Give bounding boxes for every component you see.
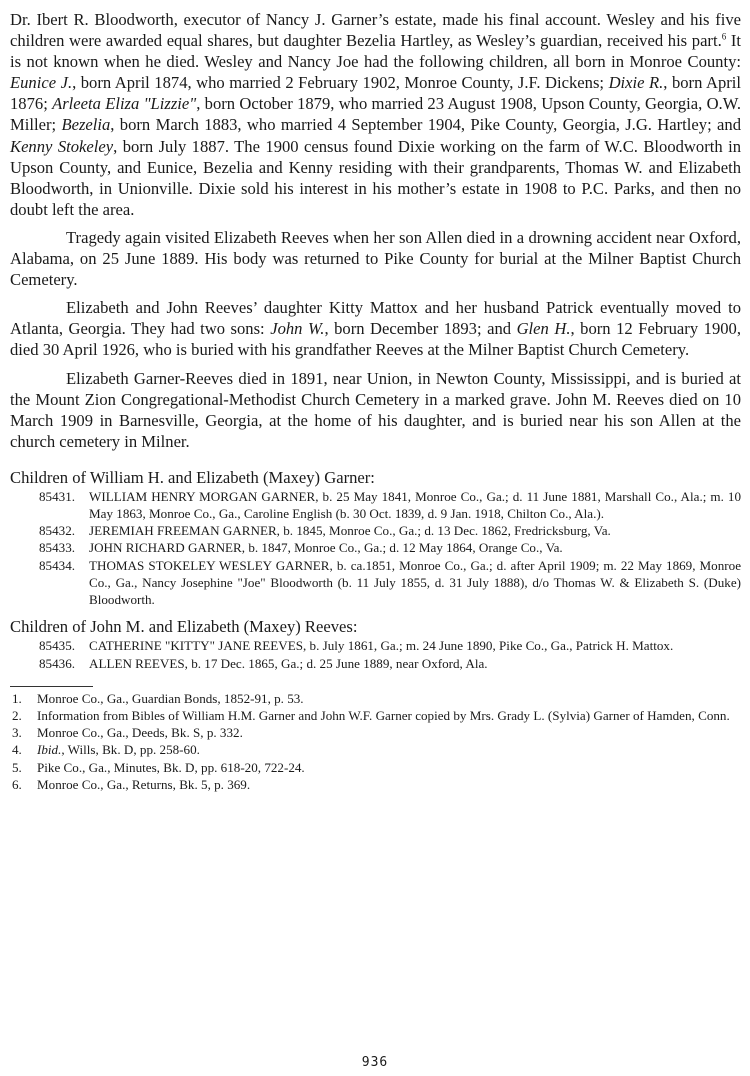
entry-text: ALLEN REEVES, b. 17 Dec. 1865, Ga.; d. 25 June 1889, near Oxford, Ala. [89,655,488,671]
text-run: , born April 1876; [10,73,741,114]
entry-number: 85433. [39,540,76,556]
footnote-ref[interactable]: 6 [721,31,727,42]
text-run: Dr. Ibert R. Bloodworth, executor of Nancy J. Garner’s estate, made his final account. Wesley and his five children were awarded equal shares, but daughter Bezelia Hartley, as Wesley’s guardian, received his part. [10,10,741,51]
footnote-number: 4. [12,742,22,758]
footnote-number: 2. [12,707,22,723]
footnote-number: 3. [12,725,22,741]
child-name: Kenny Stokeley [10,136,114,156]
entry-number: 85431. [39,488,76,504]
text-run: , born December 1893; and [324,319,517,339]
footnote-italic: Ibid. [37,742,62,758]
text-run: Elizabeth and John Reeves’ daughter Kitty Mattox and her husband Patrick eventually moved to Atlanta, Georgia. They had two sons: [10,298,741,339]
genealogy-entry [10,637,741,654]
child-name: Arleeta Eliza "Lizzie" [52,94,197,114]
genealogy-entry [10,488,741,522]
footnotes [10,686,741,793]
entry-text: JOHN RICHARD GARNER, b. 1847, Monroe Co., Ga.; d. 12 May 1864, Orange Co., Va. [89,540,563,556]
text-run: , born April 1874, who married 2 February 1902, Monroe County, J.F. Dickens; [72,73,609,93]
entry-number: 85436. [39,655,76,671]
entry-number: 85435. [39,638,76,654]
text-run: , born October 1879, who married 23 August 1908, Upson County, Georgia, O.W. Miller; [10,94,741,135]
genealogy-entry [10,522,741,539]
entry-text: CATHERINE "KITTY" JANE REEVES, b. July 1861, Ga.; m. 24 June 1890, Pike Co., Ga., Patrick H. Mattox. [89,638,674,654]
footnote [10,741,741,758]
genealogy-entry [10,655,741,672]
document-page [10,9,741,793]
footnote [10,690,741,707]
footnote-text: Pike Co., Ga., Minutes, Bk. D, pp. 618-20, 722-24. [37,759,305,775]
footnote-text: , Wills, Bk. D, pp. 258-60. [61,742,200,758]
footnote [10,724,741,741]
entry-text: JEREMIAH FREEMAN GARNER, b. 1845, Monroe Co., Ga.; d. 13 Dec. 1862, Fredricksburg, Va. [89,523,611,539]
page-number: 936 [361,1055,389,1070]
child-name: John W. [270,319,325,339]
child-name: Bezelia [61,115,111,135]
section-heading: Children of William H. and Elizabeth (Maxey) Garner: [10,467,375,487]
entry-number: 85434. [39,557,76,573]
footnote-number: 1. [12,690,22,706]
footnote [10,776,741,793]
text-run: , born July 1887. The 1900 census found Dixie working on the farm of W.C. Bloodworth in Upson County, and Eunice, Bezelia and Kenny residing with their grandparents, Thomas W. and Elizabeth Bloodworth, in Unionville. Dixie sold his interest in his mother’s estate in 1908 to P.C. Parks, and then no doubt left the area. [10,136,741,219]
text-run: , born 12 February 1900, died 30 April 1926, who is buried with his grandfather Reeves at the Milner Baptist Church Cemetery. [10,319,741,360]
footnote-text: Monroe Co., Ga., Deeds, Bk. S, p. 332. [37,725,243,741]
children-section-reeves [10,616,741,671]
child-name: Dixie R. [608,73,664,93]
genealogy-entry [10,539,741,556]
text-run: , born March 1883, who married 4 September 1904, Pike County, Georgia, J.G. Hartley; and [110,115,741,135]
footnote-number: 6. [12,776,22,792]
footnote-divider [10,686,93,687]
child-name: Glen H. [516,319,571,339]
entry-number: 85432. [39,523,76,539]
paragraph-kitty-mattox [10,297,741,360]
text-run: It is not known when he died. Wesley and Nancy Joe had the following children, all born in Monroe County: [10,31,741,72]
section-heading: Children of John M. and Elizabeth (Maxey) Reeves: [10,617,358,637]
footnote-number: 5. [12,759,22,775]
paragraph-elizabeth-death: Elizabeth Garner-Reeves died in 1891, near Union, in Newton County, Mississippi, and is buried at the Mount Zion Congregational-Methodist Church Cemetery in a marked grave. John M. Reeves died on 10 March 1909 in Barnesville, Georgia, at the home of his daughter, and is buried near his son Allen at the church cemetery in Milner. [10,368,741,451]
paragraph-bloodworth-account [10,9,741,220]
children-section-garner [10,467,741,608]
entry-text: WILLIAM HENRY MORGAN GARNER, b. 25 May 1841, Monroe Co., Ga.; d. 11 June 1881, Marshall Co., Ala.; m. 10 May 1863, Monroe Co., Ga., Caroline English (b. 30 Oct. 1839, d. 9 Jan. 1918, Chilton Co., Ala.). [89,488,741,522]
paragraph-allen-drowning: Tragedy again visited Elizabeth Reeves when her son Allen died in a drowning accident near Oxford, Alabama, on 25 June 1889. His body was returned to Pike County for burial at the Milner Baptist Church Cemetery. [10,227,741,290]
footnote [10,759,741,776]
footnote-text: Information from Bibles of William H.M. Garner and John W.F. Garner copied by Mrs. Grady L. (Sylvia) Garner of Hamden, Conn. [37,707,730,723]
footnote-text: Monroe Co., Ga., Guardian Bonds, 1852-91, p. 53. [37,690,304,706]
genealogy-entry [10,557,741,609]
entry-text: THOMAS STOKELEY WESLEY GARNER, b. ca.1851, Monroe Co., Ga.; d. after April 1909; m. 22 May 1869, Monroe Co., Ga., Nancy Josephine "Joe" Bloodworth (b. 11 July 1855, d. 31 July 1888), d/o Thomas W. & Elizabeth S. (Duke) Bloodworth. [89,557,741,608]
footnote [10,707,741,724]
child-name: Eunice J. [10,73,73,93]
footnote-text: Monroe Co., Ga., Returns, Bk. 5, p. 369. [37,776,251,792]
